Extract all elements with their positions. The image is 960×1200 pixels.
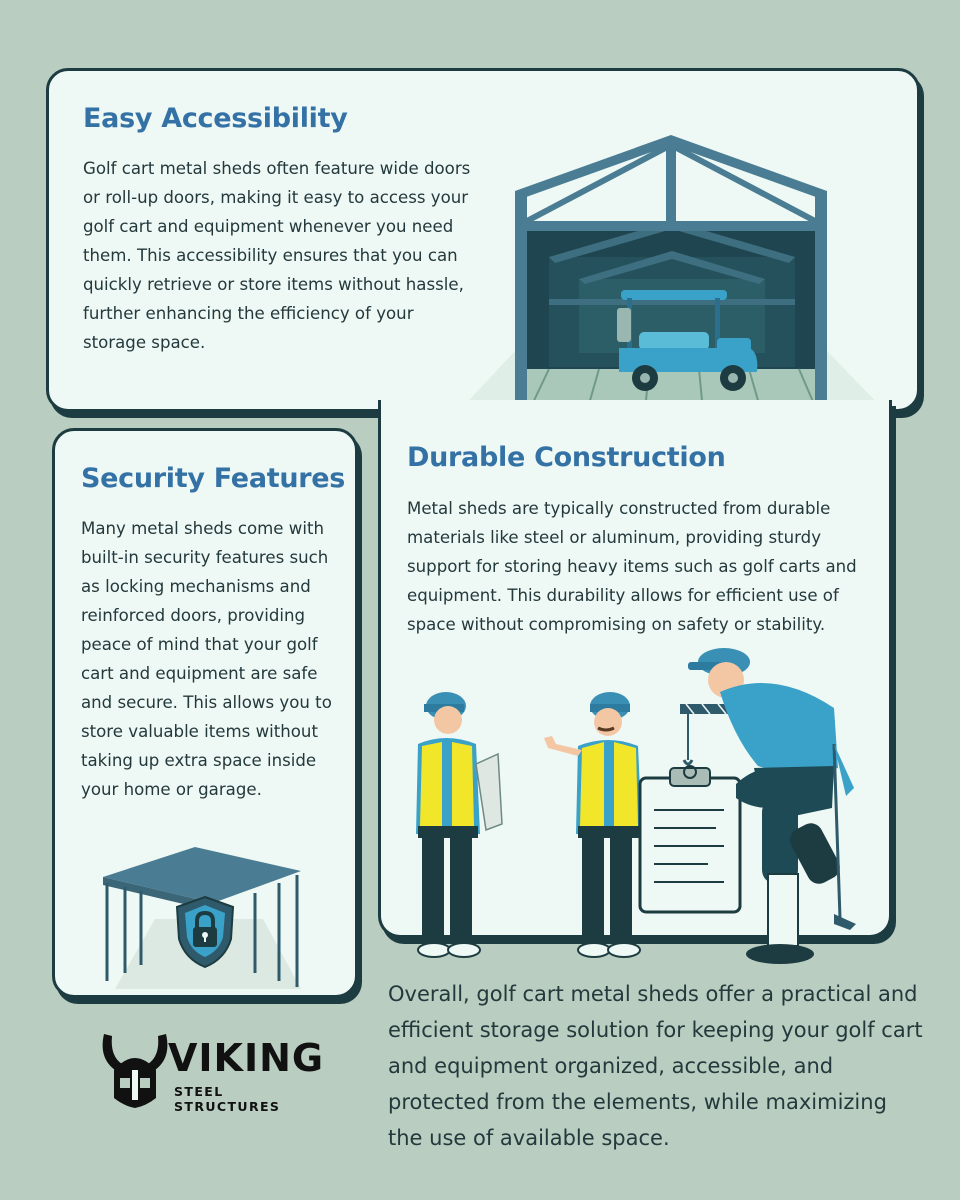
worker-icon: [408, 684, 504, 968]
viking-logo: [96, 1030, 326, 1114]
section-title-durable: Durable Construction: [407, 442, 726, 473]
card-security-features: [52, 428, 358, 998]
brand-name: VIKING: [168, 1036, 325, 1080]
viking-helmet-icon: [96, 1030, 174, 1110]
section-title-security: Security Features: [81, 463, 346, 494]
shield-lock-icon: [173, 895, 237, 969]
brand-subtitle: STEEL STRUCTURES: [174, 1084, 281, 1114]
section-body-durable: Metal sheds are typically constructed from durable materials like steel or aluminum, providing sturdy support for storing heavy items such as golf carts and equipment. This durability allows for efficient use of space without compromising on safety or stability.: [407, 499, 857, 634]
overall-statement: Overall, golf cart metal sheds offer a practical and efficient storage solution for keeping your golf cart and equipment organized, accessible, and protected from the elements, while maximizing the use of available space.: [388, 982, 923, 1150]
golf-cart-icon: [609, 286, 769, 396]
section-body-security: Many metal sheds come with built-in security features such as locking mechanisms and reinforced doors, providing peace of mind that your golf cart and equipment are safe and secure. This allows you to store valuable items without taking up extra space inside your home or garage.: [81, 519, 332, 799]
golfer-icon: [684, 648, 860, 968]
card-easy-accessibility: [46, 68, 920, 412]
section-body-accessibility: Golf cart metal sheds often feature wide doors or roll-up doors, making it easy to access your golf cart and equipment whenever you need them. This accessibility ensures that you can quickly retrieve or store items without hassle, further enhancing the efficiency of your storage space.: [83, 159, 471, 352]
section-title-accessibility: Easy Accessibility: [83, 103, 348, 134]
